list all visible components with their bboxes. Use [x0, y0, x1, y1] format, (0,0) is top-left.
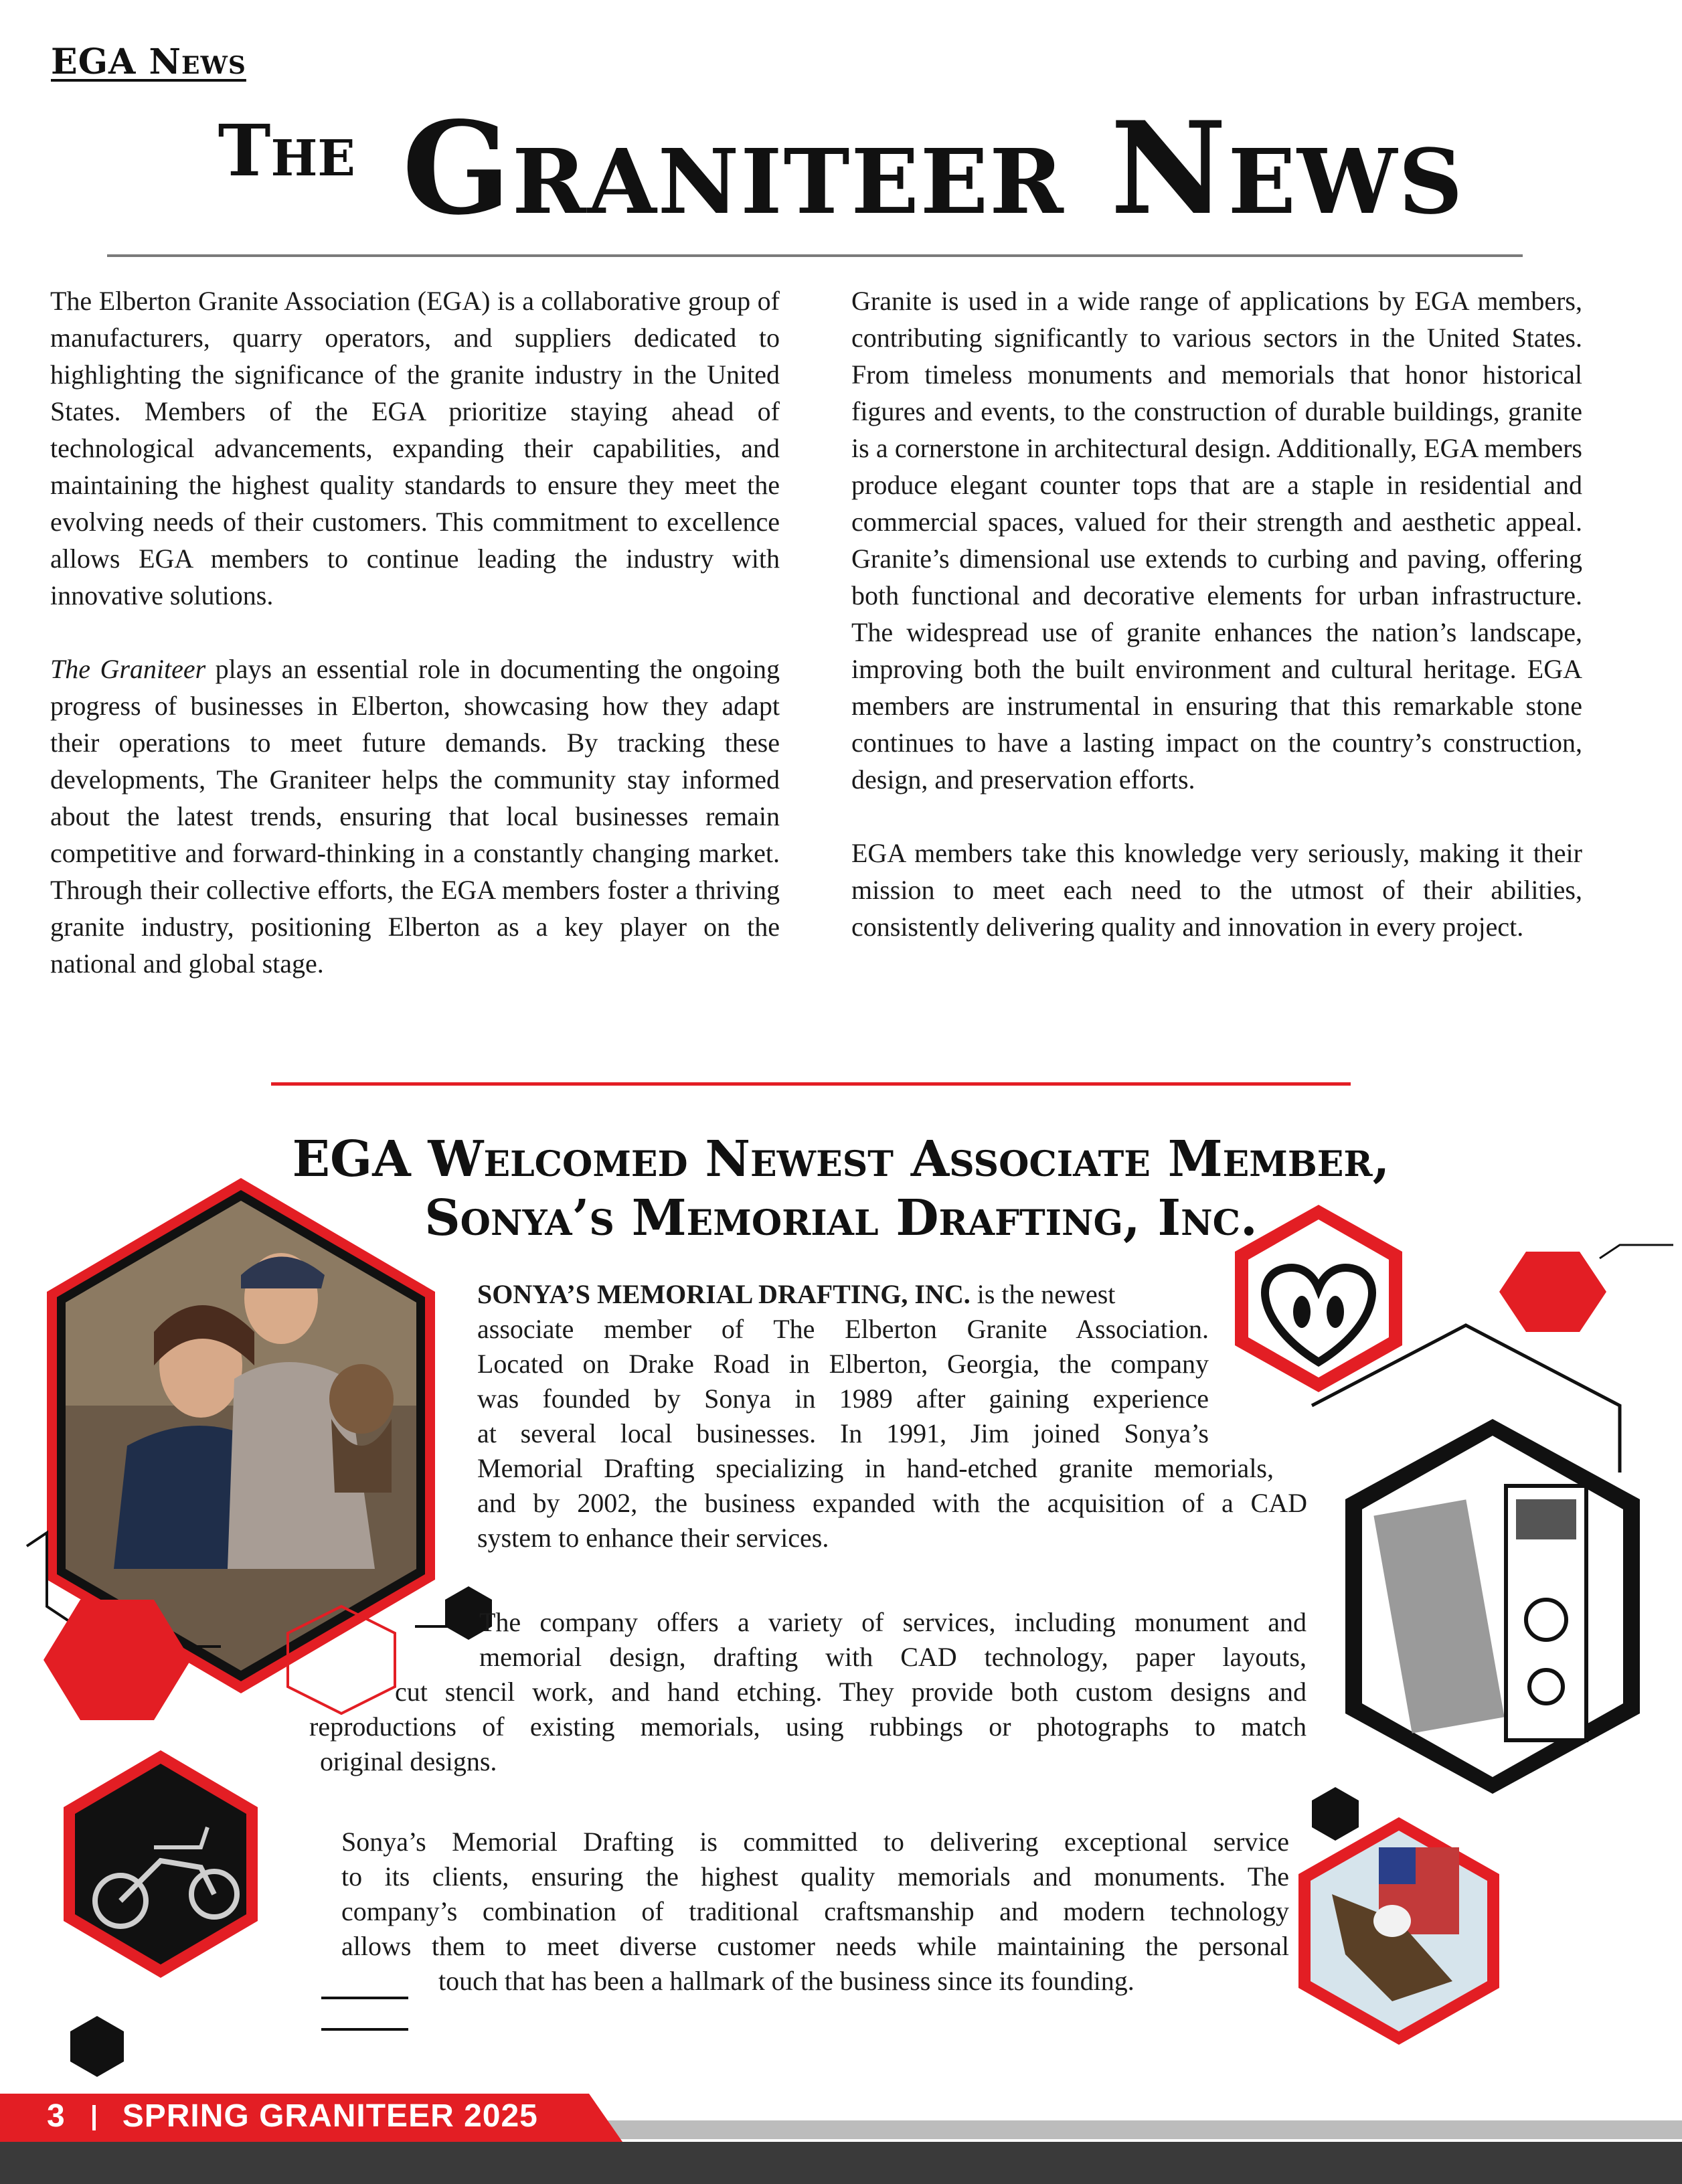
p3-line-2: to its clients, ensuring the highest quality memorials and monuments. The [341, 1861, 1289, 1892]
section-kicker: EGA News [51, 41, 246, 82]
p1-line-6: Memorial Drafting specializing in hand-etched granite memorials, [477, 1453, 1274, 1483]
p2-line-5: original designs. [320, 1746, 497, 1776]
article-paragraph-2-wide [309, 1709, 1307, 1744]
company-name-lead: SONYA’S MEMORIAL DRAFTING, INC. [477, 1279, 971, 1309]
intro-right-paragraph-1: Granite is used in a wide range of applications by EGA members, contributing significantly to various sectors in the United States. From timeless monuments and memorials that honor historical figures and events, to the construction of durable buildings, granite is a cornerstone in architectural design. Additionally, EGA members produce elegant counter tops that are a staple in residential and commercial spaces, valued for their strength and aesthetic appeal. Granite’s dimensional use extends to curbing and paving, offering both functional and decorative elements for urban infrastructure. The widespread use of granite enhances the nation’s landscape, improving both the built environment and cultural heritage. EGA members are instrumental in ensuring that this remarkable stone continues to have a lasting impact on the country’s construction, design, and preservation efforts. [851, 286, 1582, 794]
masthead [0, 94, 1682, 243]
p1-line-3: Located on Drake Road in Elberton, Georgia, the company [477, 1349, 1209, 1379]
article-paragraph-1 [477, 1277, 1209, 1451]
memorial-etching-hexagon [1312, 1325, 1640, 1794]
intro-left-paragraph-1: The Elberton Granite Association (EGA) is a collaborative group of manufacturers, quarry operators, and suppliers dedicated to highlighting the significance of the granite industry in the United States. Members of the EGA prioritize staying ahead of technological advancements, expanding their capabilities, and maintaining the highest quality standards to ensure they meet the evolving needs of their customers. This commitment to excellence allows EGA members to continue leading the industry with innovative solutions. [50, 286, 780, 610]
article-headline-line-1: EGA Welcomed Newest Associate Member, [292, 1130, 1390, 1188]
article-paragraph-3 [341, 1825, 1289, 1964]
p1-line-8: system to enhance their services. [477, 1523, 829, 1553]
p2-line-2: memorial design, drafting with CAD technology, paper layouts, [479, 1642, 1307, 1672]
footer-label [47, 2098, 538, 2134]
eagle-flag-hexagon [1298, 1817, 1499, 2045]
intro-right-paragraph-2: EGA members take this knowledge very seriously, making it their mission to meet each need to the utmost of their abilities, consistently delivering quality and innovation in every project. [851, 838, 1582, 942]
p1-line-1-rest: is the newest [970, 1279, 1116, 1309]
p3-line-3: company’s combination of traditional craftsmanship and modern technology [341, 1896, 1289, 1926]
p3-line-4: allows them to meet diverse customer needs while maintaining the personal [341, 1931, 1289, 1961]
header-divider [107, 254, 1523, 257]
p1-line-7: and by 2002, the business expanded with the acquisition of a CAD [477, 1488, 1307, 1518]
p3-line-5: touch that has been a hallmark of the business since its founding. [438, 1966, 1134, 1996]
footer-bar-gray [602, 2120, 1682, 2139]
p3-line-1: Sonya’s Memorial Drafting is committed to delivering exceptional service [341, 1827, 1289, 1857]
footer-bar-dark [0, 2142, 1682, 2184]
p1-line-2: associate member of The Elberton Granite Association. [477, 1314, 1209, 1344]
article-paragraph-2-cont [395, 1675, 1307, 1709]
p2-line-3: cut stencil work, and hand etching. They provide both custom designs and [395, 1677, 1307, 1707]
article-paragraph-2-end [320, 1744, 855, 1779]
motorcycle-hexagon [64, 1750, 258, 1978]
intro-left-paragraph-2 [50, 651, 780, 982]
graniteer-title-italic: The Graniteer [50, 654, 206, 684]
article-paragraph-1-wide [477, 1451, 1307, 1556]
footer-separator [92, 2105, 96, 2130]
p1-line-5: at several local businesses. In 1991, Jim joined Sonya’s [477, 1418, 1209, 1448]
intro-left-column [50, 282, 780, 982]
p2-line-1: The company offers a variety of services, including monument and [479, 1607, 1307, 1637]
article-headline [0, 1130, 1682, 1248]
issue-name: SPRING GRANITEER 2025 [122, 2098, 538, 2134]
intro-left-paragraph-2-text: plays an essential role in documenting the ongoing progress of businesses in Elberton, showcasing how they adapt their operations to meet future demands. By tracking these developments, The Graniteer helps the community stay informed about the latest trends, ensuring that local businesses remain competitive and forward-thinking in a constantly changing market. Through their collective efforts, the EGA members foster a thriving granite industry, positioning Elberton as a key player on the national and global stage. [50, 654, 780, 979]
article-paragraph-3-end [438, 1964, 1309, 1999]
p1-line-4: was founded by Sonya in 1989 after gaining experience [477, 1383, 1209, 1414]
page-number: 3 [47, 2098, 66, 2134]
article-headline-line-2: Sonya’s Memorial Drafting, Inc. [424, 1189, 1258, 1247]
intro-right-column [851, 282, 1582, 945]
masthead-the: The [218, 108, 355, 192]
section-divider-red [271, 1082, 1351, 1086]
masthead-title: Graniteer News [402, 94, 1464, 243]
p2-line-4: reproductions of existing memorials, using rubbings or photographs to match [309, 1711, 1307, 1742]
article-paragraph-2 [479, 1605, 1307, 1675]
